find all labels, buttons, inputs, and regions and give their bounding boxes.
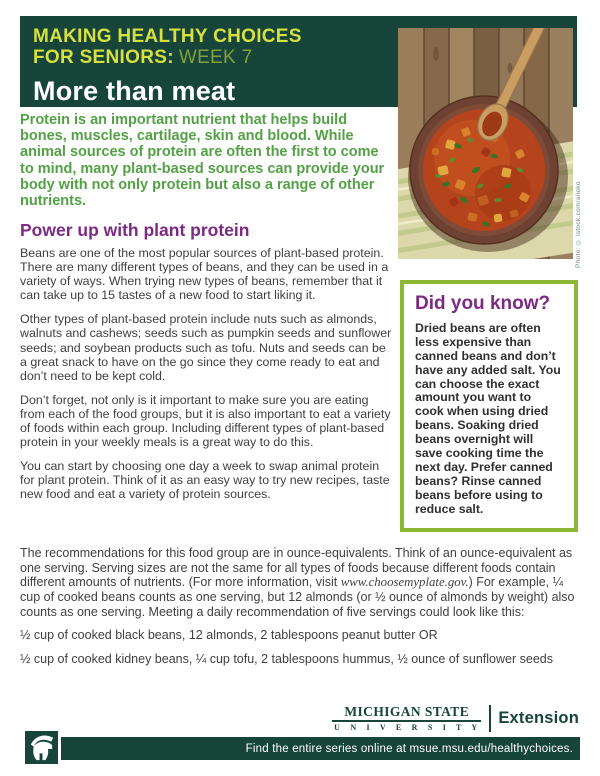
footer-series-bar (61, 737, 580, 760)
intro-paragraph: Protein is an important nutrient that helps build bones, muscles, cartilage, skin and blood. While animal sources of protein are often the first to come to mind, many plant-based sources can provide your body with not only protein but also a range of other nutrients. (20, 112, 385, 210)
recommendations-text-end: ) For example, ¼ cup of cooked beans counts as one serving, but 12 almonds (or ½ ounce of almonds by weight) also counts as one serving. Meeting a daily recommendation of five servings could look like this: (20, 575, 575, 619)
photo-credit: Photo: © istock.com/alleko (575, 181, 582, 268)
did-you-know-body: Dried beans are often less expensive than canned beans and don’t have any added salt. You can choose the exact amount you want to cook when using dried beans. Soaking dried beans overnight will save cooking time the next day. Prefer canned beans? Rinse canned beans before using to reduce salt. (415, 321, 561, 516)
serving-example-1: ½ cup of cooked black beans, 12 almonds, 2 tablespoons peanut butter OR (20, 628, 438, 643)
spartan-helmet-icon (25, 731, 58, 764)
msu-extension-logo (332, 705, 579, 732)
section-heading: Power up with plant protein (20, 220, 250, 241)
did-you-know-heading: Did you know? (415, 293, 551, 314)
kicker-line1: MAKING HEALTHY CHOICES (33, 26, 302, 47)
body-paragraph-4: You can start by choosing one day a week to swap animal protein for plant protein. Think of it as an easy way to try new recipes, taste new food and eat a variety of protein sources. (20, 458, 390, 501)
extension-label: Extension (498, 709, 579, 727)
main-column (20, 112, 396, 511)
did-you-know-box (400, 280, 578, 532)
footer-series-text[interactable]: Find the entire series online at msue.msu.edu/healthychoices. (245, 742, 573, 755)
page-title: More than meat (33, 75, 236, 106)
body-paragraph-2: Other types of plant-based protein include nuts such as almonds, walnuts and cashews; seeds such as pumpkin seeds and sunflower seeds; and soybean products such as tofu. Nuts and seeds can be a great snack to have on the go since they come ready to eat and don’t need to be kept cold. (20, 312, 392, 383)
serving-example-2: ½ cup of cooked kidney beans, ¼ cup tofu, 2 tablespoons hummus, ½ ounce of sunflower seeds (20, 652, 553, 667)
michigan-state-text: MICHIGAN STATE (332, 705, 481, 722)
kicker-for-seniors: FOR SENIORS: (33, 47, 174, 69)
recommendations-paragraph (20, 546, 582, 619)
bottom-section (20, 546, 582, 676)
soup-photo (398, 28, 573, 259)
body-paragraph-1: Beans are one of the most popular sources of plant-based protein. There are many different types of beans, and they can be used in a variety of ways. When trying new types of beans, remember that it can take up to 15 tastes of a new food to start liking it. (20, 246, 389, 303)
choosemyplate-link[interactable]: www.choosemyplate.gov. (340, 575, 469, 590)
recommendations-text-start: The recommendations for this food group are in ounce-equivalents. Think of an ounce-equivalent as one serving. Serving sizes are not the same for all types of foods because different foods contain different amounts of nutrients. (For more information, visit (20, 546, 573, 590)
body-paragraph-3: Don’t forget, not only is it important to make sure you are eating from each of the food groups, but it is also important to eat a variety of foods within each group. Including different types of plant-based protein in your weekly meals is a great way to do this. (20, 392, 391, 449)
soup-photo-art (398, 28, 573, 259)
kicker-week: WEEK 7 (178, 47, 253, 69)
university-text: U N I V E R S I T Y (334, 722, 482, 732)
logo-divider (489, 705, 491, 732)
msu-wordmark (332, 705, 481, 732)
